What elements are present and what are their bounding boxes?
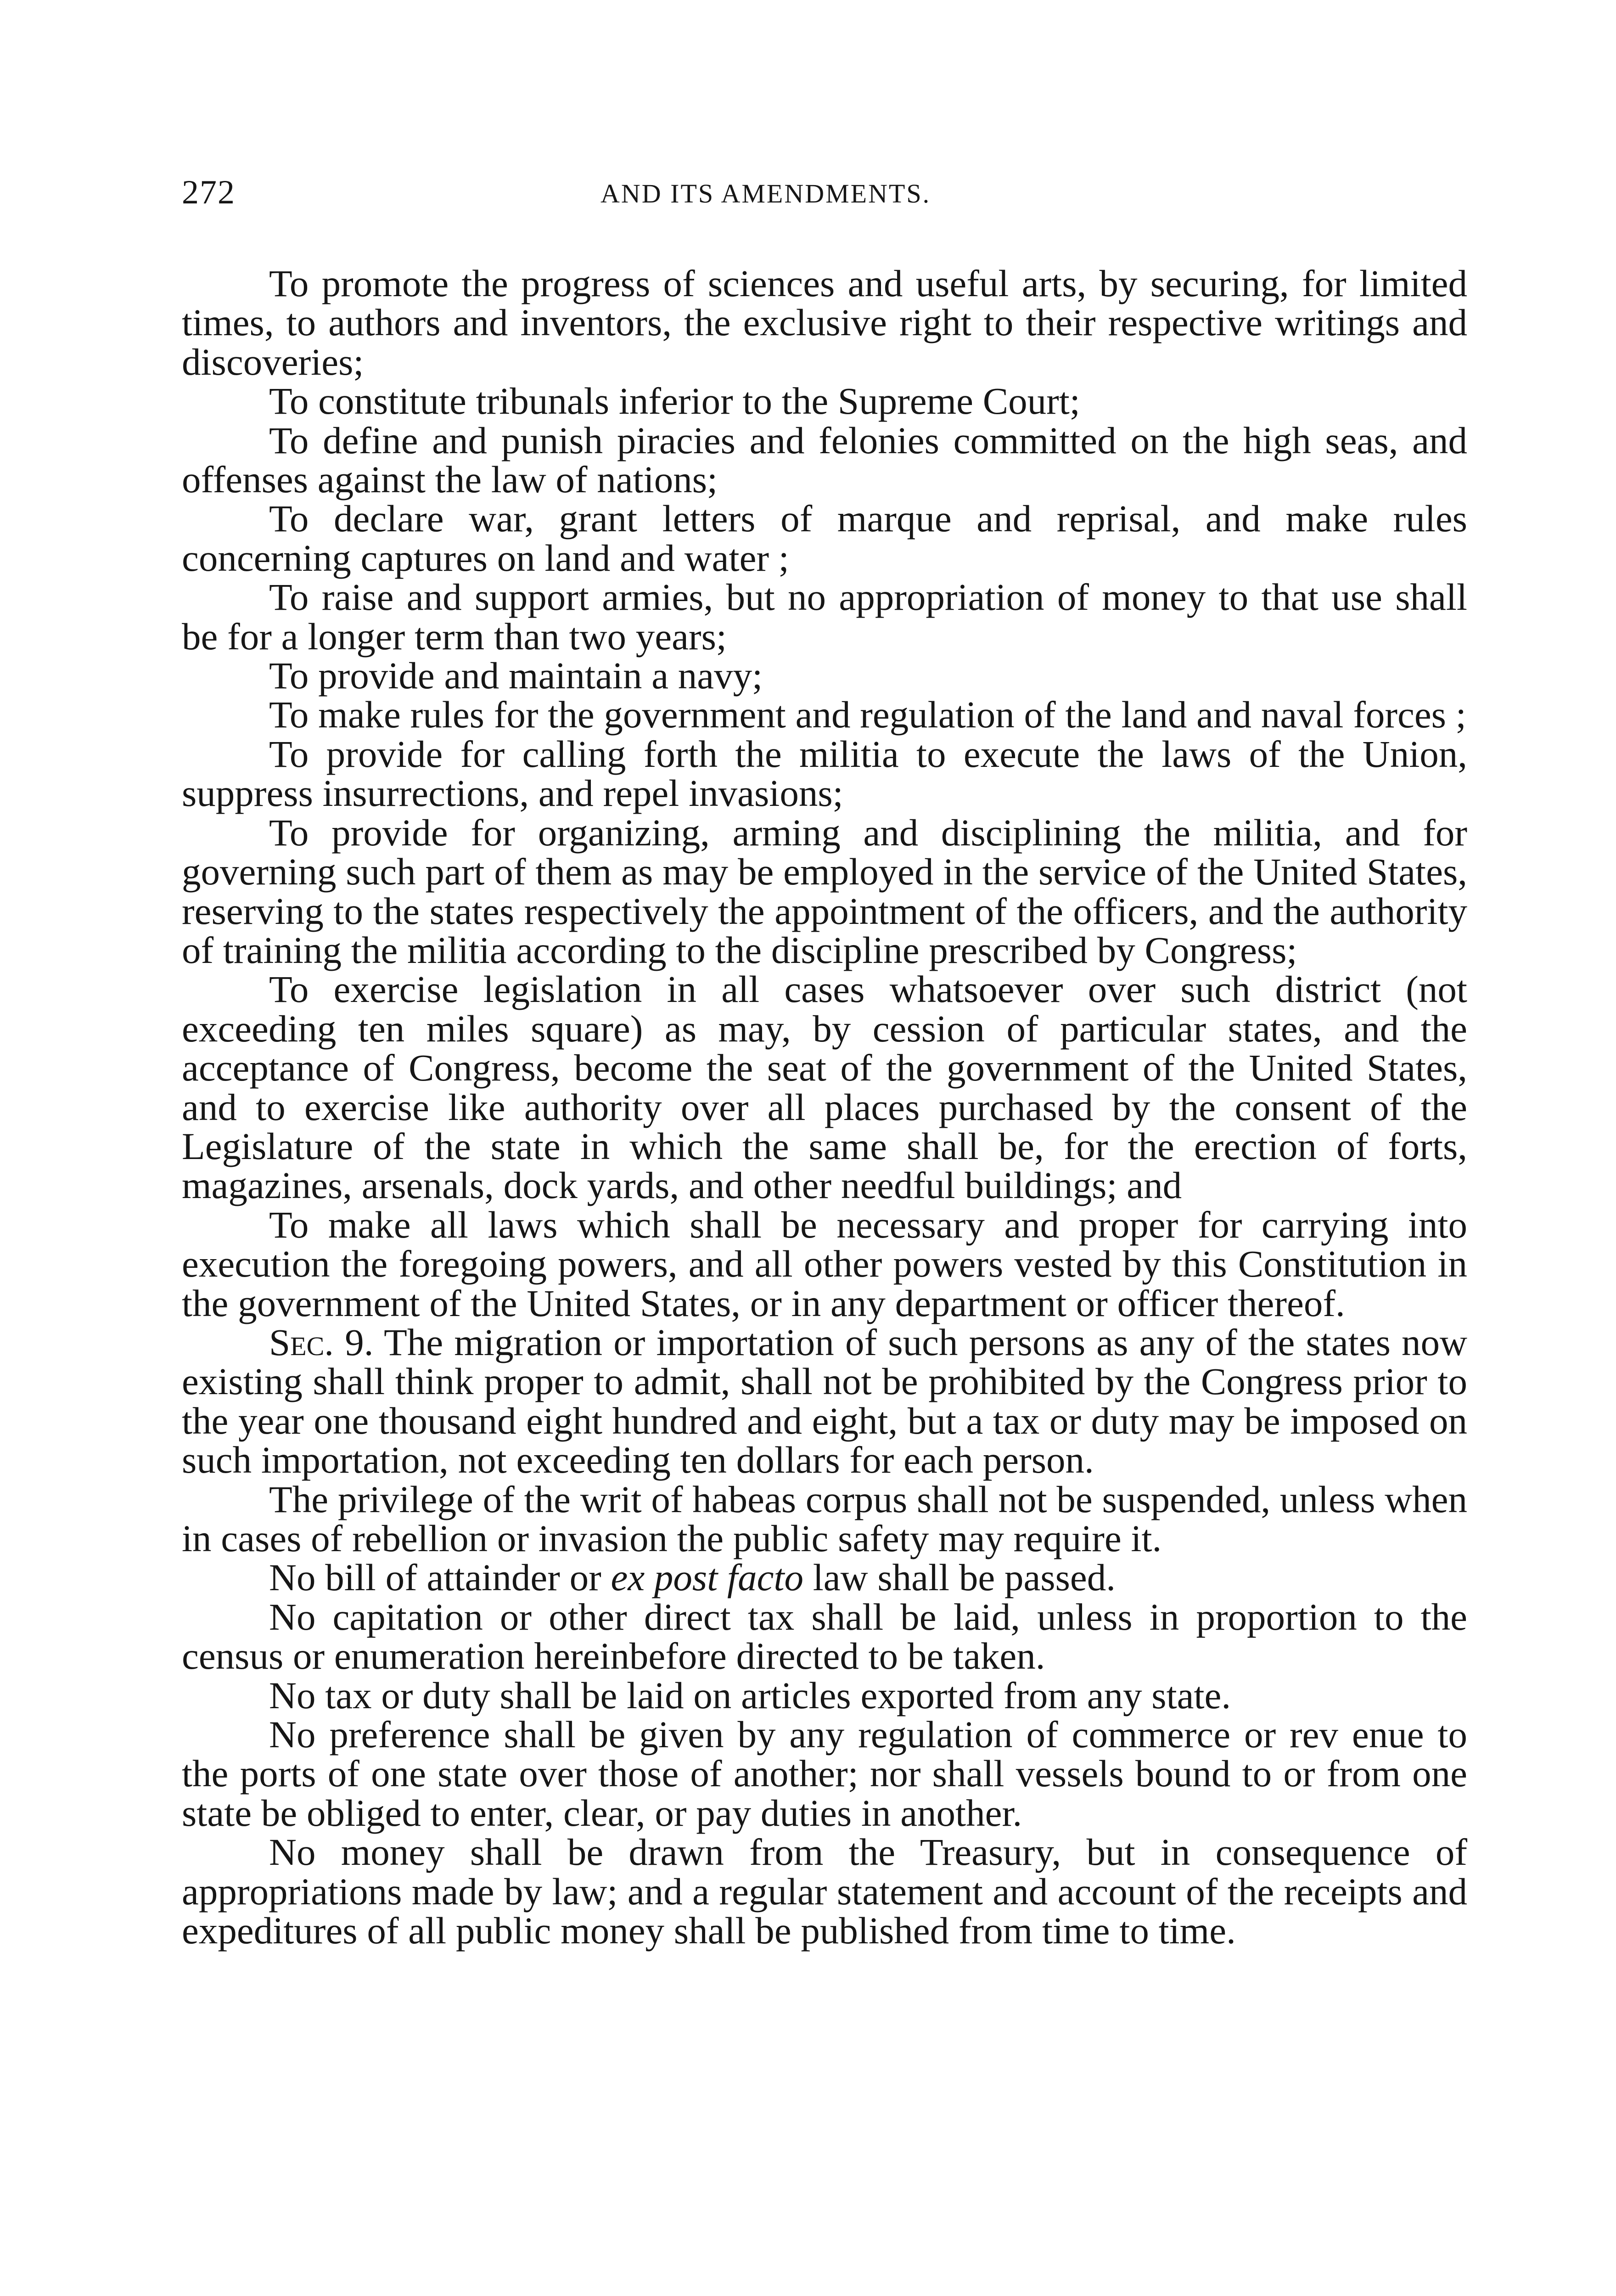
section-label: Sec. 9. <box>269 1321 374 1363</box>
clause-necessary-proper: To make all laws which shall be necessary and proper for carrying into execution the foregoing powers, and all other powers vested by this Constitution in the government of the United States, or in any department or officer thereof. <box>182 1203 1467 1324</box>
clause-declare-war: To declare war, grant letters of marque and reprisal, and make rules concerning captures on land and water ; <box>182 497 1467 579</box>
clause-habeas-corpus: The privilege of the writ of habeas corpus shall not be suspended, unless when in cases of rebellion or invasion the public safety may require it. <box>182 1478 1467 1559</box>
clause-copyright: To promote the progress of sciences and useful arts, by securing, for limited times, to authors and inventors, the exclusive right to their respective writings and discoveries; <box>182 262 1467 383</box>
clause-piracies: To define and punish piracies and felonies committed on the high seas, and offenses against the law of nations; <box>182 419 1467 501</box>
clause-port-preference: No preference shall be given by any regulation of commerce or rev enue to the ports of one state over those of another; nor shall vessels bound to or from one state be obliged to enter, clear, or pay duties in another. <box>182 1713 1467 1834</box>
attainder-text-before: No bill of attainder or <box>269 1556 611 1599</box>
page-number: 272 <box>182 174 236 211</box>
clause-calling-militia: To provide for calling forth the militia to execute the laws of the Union, suppress insurrections, and repel invasions; <box>182 732 1467 815</box>
clause-export-tax: No tax or duty shall be laid on articles exported from any state. <box>269 1674 1231 1716</box>
clause-tribunals: To constitute tribunals inferior to the Supreme Court; <box>269 380 1080 422</box>
attainder-text-after: law shall be passed. <box>803 1556 1116 1599</box>
clause-organizing-militia: To provide for organizing, arming and disciplining the militia, and for governing such part of them as may be employed in the service of the United States, reserving to the states respectively the appointment of the officers, and the authority of training the militia according to the discipline prescribed by Congress; <box>182 811 1467 971</box>
page-body <box>182 264 1467 1950</box>
running-title: AND ITS AMENDMENTS. <box>600 179 931 208</box>
clause-capitation-tax: No capitation or other direct tax shall be laid, unless in proportion to the census or enumeration hereinbefore directed to be taken. <box>182 1595 1467 1677</box>
clause-navy: To provide and maintain a navy; <box>269 654 763 697</box>
clause-attainder <box>182 1558 1467 1597</box>
attainder-italic-phrase: ex post facto <box>611 1556 803 1599</box>
clause-land-naval-forces: To make rules for the government and regulation of the land and naval forces ; <box>269 693 1466 736</box>
section-9-paragraph <box>182 1323 1467 1480</box>
clause-seat-of-government: To exercise legislation in all cases whatsoever over such district (not exceeding ten miles square) as may, by cession of particular states, and the acceptance of Congress, become the seat of the government of the United States, and to exercise like authority over all places purchased by the consent of the Legislature of the state in which the same shall be, for the erection of forts, magazines, arsenals, dock yards, and other needful buildings; and <box>182 968 1467 1207</box>
clause-treasury: No money shall be drawn from the Treasury, but in consequence of appropriations made by law; and a regular statement and account of the receipts and expeditures of all public money shall be published from time to time. <box>182 1831 1467 1952</box>
clause-armies: To raise and support armies, but no appropriation of money to that use shall be for a longer term than two years; <box>182 576 1467 658</box>
section-9-text: The migration or importation of such persons as any of the states now existing shall think proper to admit, shall not be prohibited by the Congress prior to the year one thousand eight hundred and eight, but a tax or duty may be imposed on such importation, not exceeding ten dollars for each person. <box>182 1321 1467 1481</box>
